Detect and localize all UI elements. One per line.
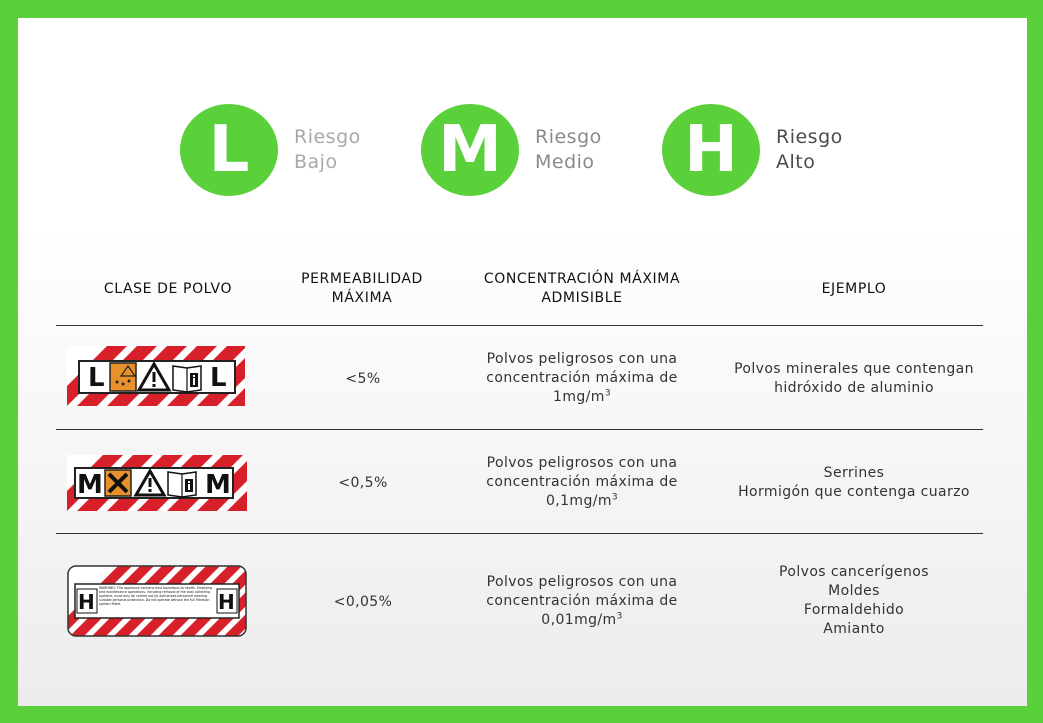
table-divider [56,429,983,430]
header-dust-class: CLASE DE POLVO [103,281,233,297]
table-divider [56,533,983,534]
risk-badge-low [180,104,361,196]
dust-class-l-label [67,346,245,406]
risk-letter-circle: H [662,104,760,196]
content-panel [18,18,1027,706]
harmful-x-icon [105,470,131,496]
manual-book-icon [173,366,201,392]
dust-class-h-label [67,565,247,637]
dust-hazard-icon [110,363,136,391]
class-letter: L [88,363,105,393]
example-cell: Serrines Hormigón que contenga cuarzo [738,465,970,500]
concentration-cell: Polvos peligrosos con una concentración máxima de $0,1mg/m^3$ [486,455,678,509]
header-concentration: CONCENTRACIÓN MÁXIMA ADMISIBLE [483,271,681,306]
dust-class-m-label [67,455,247,511]
class-letter: M [77,470,103,500]
concentration-cell: Polvos peligrosos con una concentración máxima de $0,01mg/m^3$ [486,574,678,628]
class-letter: M [205,470,231,500]
risk-badge-high [662,104,843,196]
table-divider [56,325,983,326]
risk-badge-medium [421,104,602,196]
example-cell: Polvos cancerígenos Moldes Formaldehido Amianto [779,564,929,637]
manual-book-icon [168,472,196,497]
class-letter: L [210,363,227,393]
warning-text-block: WARNING: This appliance contains dust hazardous to health. Emptying and maintenance operations, including removal of the dust collecting systems, must only be carried out by authorised personnel wearing suitable personal protection. Do not operate without the full filtration system fitted. [99,586,213,606]
concentration-cell: Polvos peligrosos con una concentración máxima de $1mg/m^3$ [486,351,678,405]
risk-letter-circle: M [421,104,519,196]
risk-letter-circle: L [180,104,278,196]
header-example: EJEMPLO [821,281,887,297]
risk-label: Riesgo Bajo [294,126,361,173]
permeability-value: <0,05% [333,594,393,610]
header-permeability: PERMEABILIDAD MÁXIMA [301,271,423,306]
permeability-value: <0,5% [338,475,388,491]
risk-label: Riesgo Medio [535,126,602,173]
example-cell: Polvos minerales que contengan hidróxido de aluminio [734,361,974,396]
class-letter: H [78,590,95,614]
permeability-value: <5% [345,371,381,387]
class-letter: H [218,590,235,614]
risk-label: Riesgo Alto [776,126,843,173]
